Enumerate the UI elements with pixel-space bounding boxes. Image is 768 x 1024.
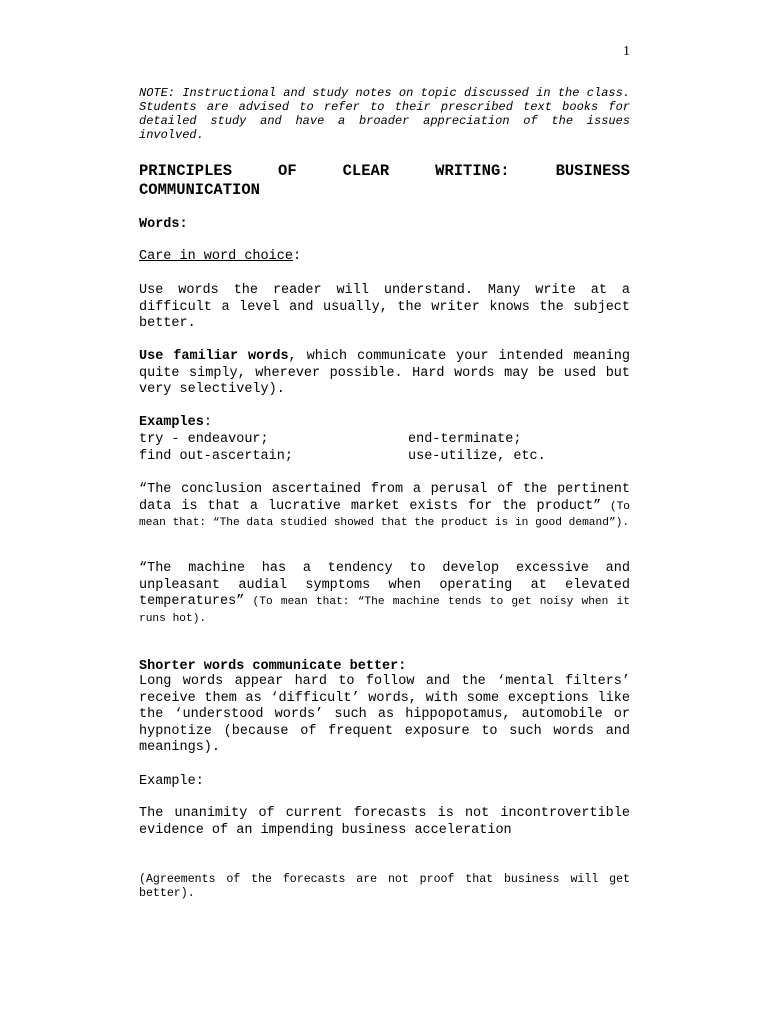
examples-heading: Examples bbox=[139, 415, 204, 430]
title-word: PRINCIPLES bbox=[139, 162, 233, 180]
title-word: BUSINESS bbox=[555, 162, 630, 180]
quote-1 bbox=[139, 482, 630, 532]
quote-2-main: “The machine has a tendency to develop excessive and unpleasant audial symptoms when operating at elevated temperatures” bbox=[139, 561, 630, 610]
examples-heading-line bbox=[139, 415, 630, 432]
document-title bbox=[139, 162, 630, 200]
example-right: end-terminate; bbox=[408, 432, 522, 447]
care-heading-line bbox=[139, 249, 630, 266]
quote-2 bbox=[139, 561, 630, 627]
examples-colon: : bbox=[203, 415, 212, 430]
example-right: use-utilize, etc. bbox=[408, 448, 546, 464]
familiar-bold: Use familiar words bbox=[139, 349, 289, 364]
words-heading: Words: bbox=[139, 217, 188, 232]
shorter-heading: Shorter words communicate better: bbox=[139, 659, 407, 674]
care-colon: : bbox=[292, 249, 302, 264]
title-word: WRITING: bbox=[435, 162, 510, 180]
title-word: OF bbox=[278, 162, 297, 180]
example-translation: (Agreements of the forecasts are not proof that business will get better). bbox=[139, 873, 630, 900]
example-label: Example: bbox=[139, 774, 204, 789]
title-line-2: COMMUNICATION bbox=[139, 181, 260, 199]
care-paragraph: Use words the reader will understand. Many write at a difficult a level and usually, the writer knows the subject better. bbox=[139, 283, 630, 332]
familiar-paragraph bbox=[139, 349, 630, 399]
example-left: find out-ascertain; bbox=[139, 448, 293, 464]
title-line-1 bbox=[139, 162, 630, 181]
familiar-rest: , which communicate your intended meaning quite simply, wherever possible. Hard words may be used but very selectively). bbox=[139, 349, 630, 398]
note-paragraph: NOTE: Instructional and study notes on topic discussed in the class. Students are advised to refer to their prescribed text books for detailed study and have a broader appreciation of the issues involved. bbox=[139, 86, 630, 142]
example-sentence: The unanimity of current forecasts is not incontrovertible evidence of an impending business acceleration bbox=[139, 806, 630, 838]
example-left: try - endeavour; bbox=[139, 432, 269, 447]
title-word: CLEAR bbox=[342, 162, 390, 180]
shorter-paragraph: Long words appear hard to follow and the ‘mental filters’ receive them as ‘difficult’ words, with some exceptions like the ‘understood words’ such as hippopotamus, automobile or hypnotize (because of frequent exposure to such words and meanings). bbox=[139, 674, 630, 756]
examples-list bbox=[139, 432, 630, 465]
quote-1-main: “The conclusion ascertained from a perusal of the pertinent data is that a lucrative market exists for the product” bbox=[139, 482, 630, 514]
care-heading: Care in word choice bbox=[139, 249, 293, 264]
quote-2-explanation: (To mean that: “The machine tends to get noisy when it runs hot). bbox=[139, 596, 630, 625]
page-number: 1 bbox=[623, 44, 630, 59]
quote-1-explanation: (To mean that: “The data studied showed that the product is in good demand”). bbox=[139, 500, 630, 530]
